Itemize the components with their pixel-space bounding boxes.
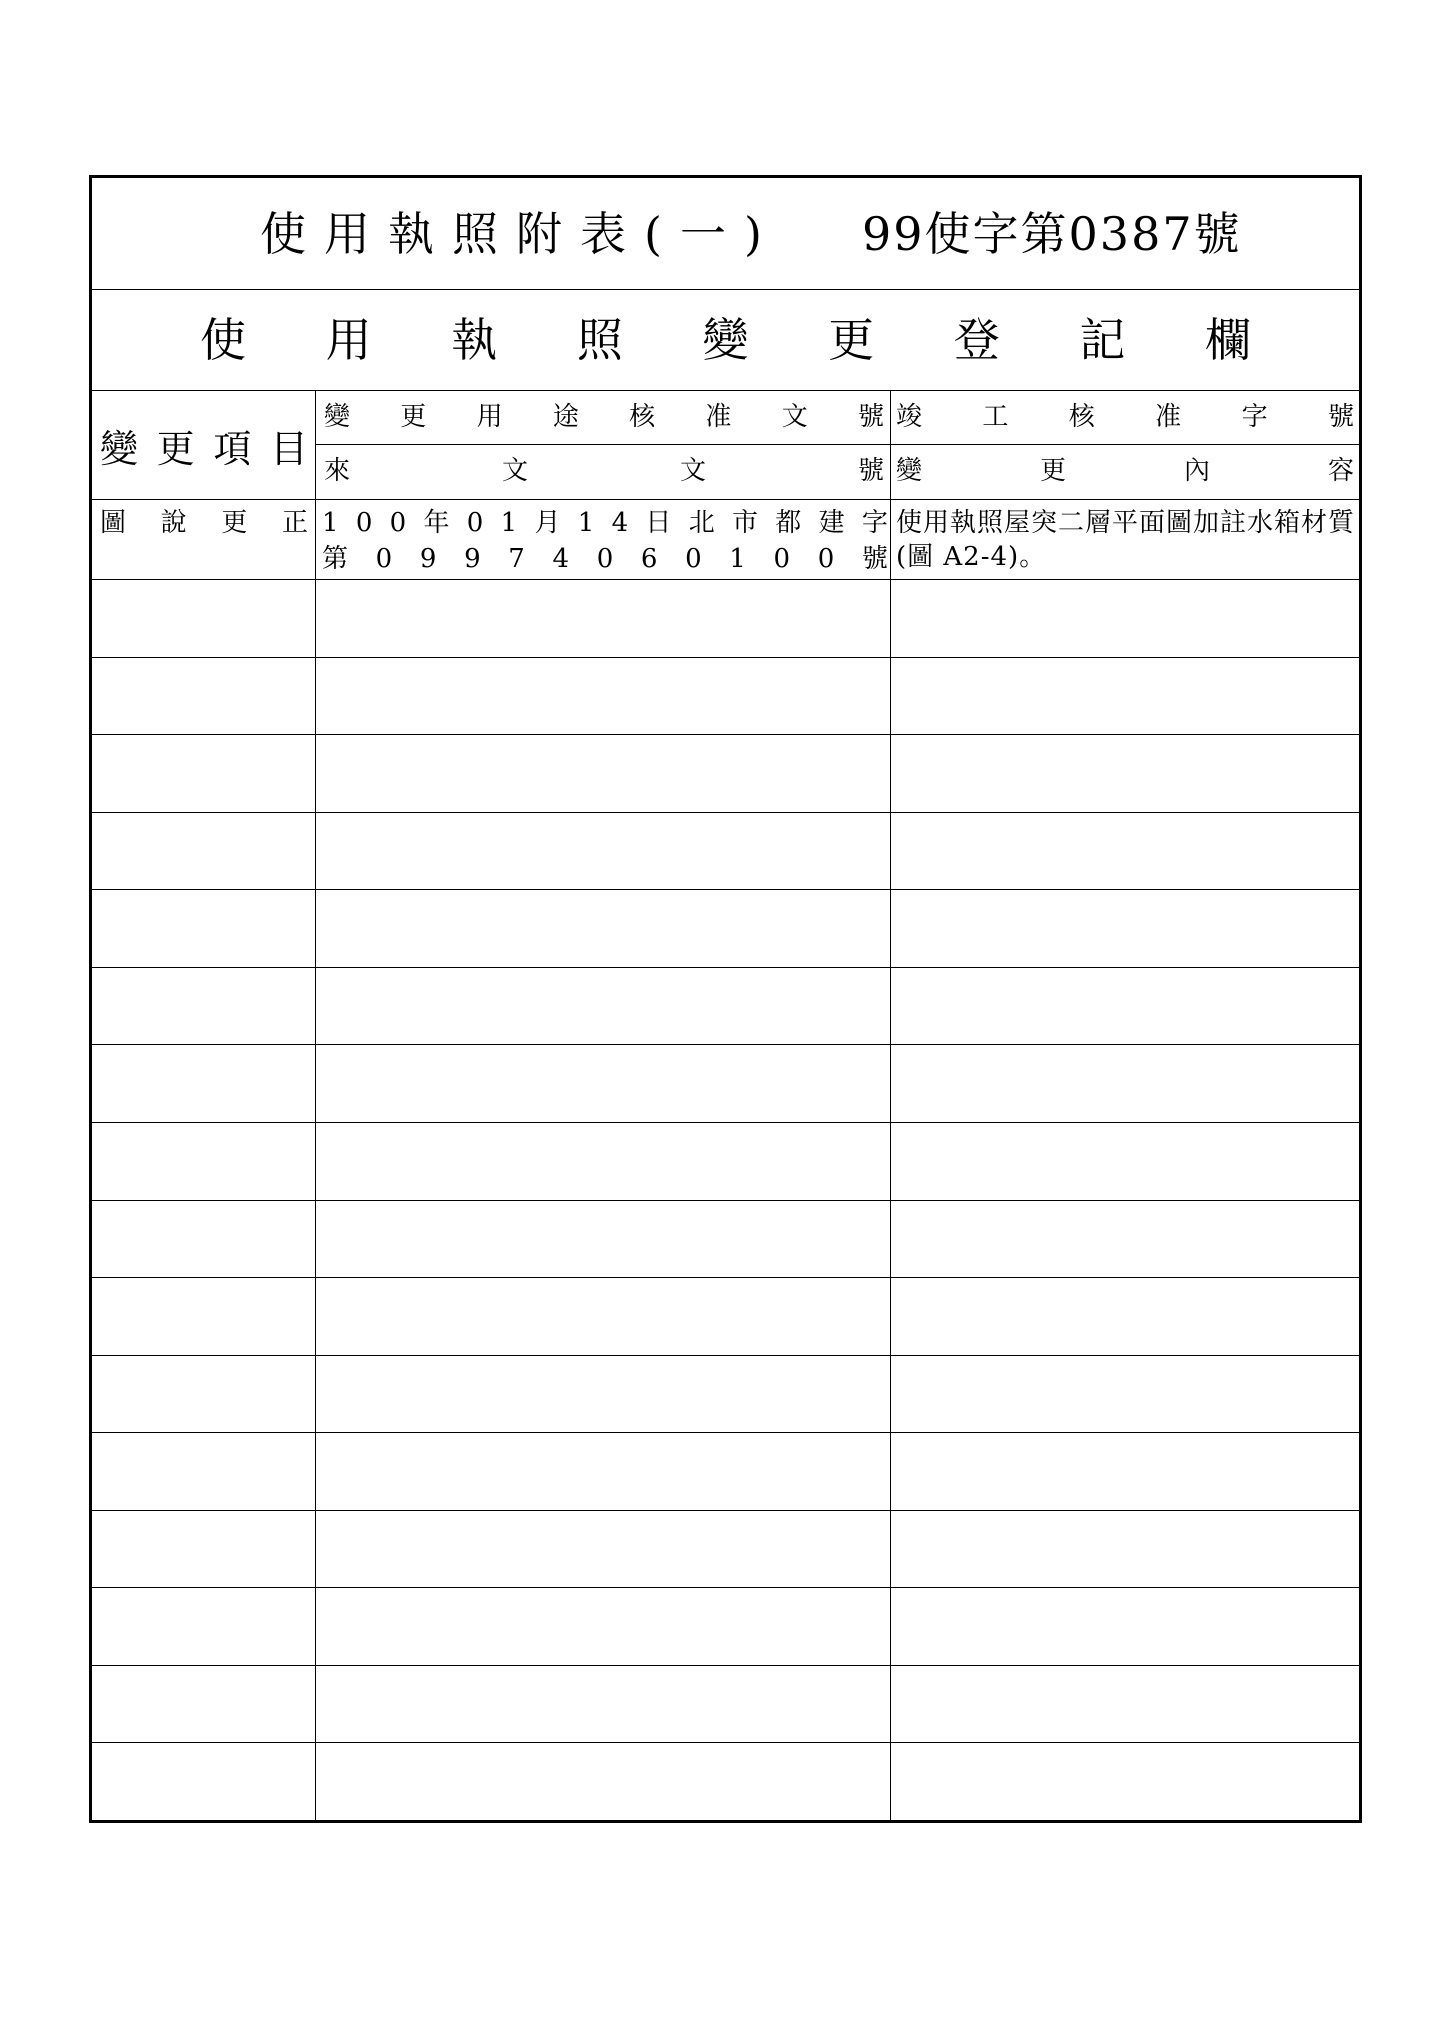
entry-char: 9	[419, 544, 437, 574]
header-char: 竣	[896, 402, 923, 432]
subtitle-char: 執	[451, 313, 498, 367]
header-change-item	[92, 391, 316, 499]
header-char: 准	[705, 402, 732, 432]
row-line	[92, 1200, 1359, 1201]
row-line	[92, 889, 1359, 890]
entry-char: 4	[611, 508, 629, 538]
header-char: 號	[857, 456, 884, 486]
entry-char: 正	[281, 508, 308, 538]
header-char: 變	[100, 426, 139, 471]
entry-char: 7	[508, 544, 525, 574]
header-char: 變	[324, 402, 351, 432]
entry-char: 字	[861, 508, 888, 538]
header-change-content	[896, 446, 1354, 496]
header-char: 核	[629, 402, 656, 432]
entry-char: 0	[817, 544, 835, 574]
form-title	[92, 178, 1359, 290]
entry-char: 建	[818, 508, 845, 538]
subtitle-char: 記	[1079, 313, 1126, 367]
header-completion-approval-no	[896, 394, 1354, 440]
row-line	[92, 1122, 1359, 1123]
header-char: 文	[781, 402, 808, 432]
row-line	[92, 1742, 1359, 1743]
form-subtitle	[92, 290, 1359, 391]
entry-char: 1	[729, 544, 746, 574]
header-char: 工	[982, 402, 1009, 432]
entry-char: 圖	[100, 508, 127, 538]
row-line	[92, 734, 1359, 735]
entry-char: 0	[375, 544, 393, 574]
entry-char: 6	[640, 544, 658, 574]
entry-char: 0	[685, 544, 702, 574]
entry-char: 日	[645, 508, 672, 538]
header-bottom-line	[92, 499, 1359, 500]
entry-char: 0	[466, 508, 484, 538]
subtitle-char: 登	[953, 313, 1000, 367]
column-divider	[890, 391, 891, 1820]
entry-char: 0	[773, 544, 791, 574]
header-char: 更	[1039, 456, 1066, 486]
row-line	[92, 1432, 1359, 1433]
header-char: 號	[857, 402, 884, 432]
entry-char: 1	[322, 508, 339, 538]
entry-char: 號	[861, 544, 888, 574]
row-line	[92, 967, 1359, 968]
entry-char: 4	[552, 544, 570, 574]
subtitle-char: 使	[200, 313, 246, 367]
entry-char: 第	[322, 544, 349, 574]
subtitle-char: 變	[702, 313, 749, 367]
header-char: 更	[156, 426, 195, 471]
permit-number: 99使字第0387號	[862, 207, 1242, 261]
header-char: 准	[1155, 402, 1182, 432]
row-line	[92, 579, 1359, 580]
header-char: 文	[679, 456, 706, 486]
entry-content: 使用執照屋突二層平面圖加註水箱材質(圖 A2-4)。	[896, 508, 1356, 572]
row-line	[92, 812, 1359, 813]
row-line	[92, 1665, 1359, 1666]
subtitle-char: 照	[576, 313, 623, 367]
entry-char: 更	[221, 508, 248, 538]
entry-char: 0	[355, 508, 373, 538]
row-line	[92, 1277, 1359, 1278]
subtitle-char: 用	[325, 313, 372, 367]
entry-char: 年	[423, 508, 450, 538]
header-char: 內	[1183, 456, 1210, 486]
header-char: 用	[476, 402, 503, 432]
column-divider	[315, 391, 316, 1820]
entry-char: 0	[389, 508, 407, 538]
row-line	[92, 1587, 1359, 1588]
header-char: 核	[1068, 402, 1095, 432]
entry-char: 月	[534, 508, 561, 538]
row-line	[92, 1044, 1359, 1045]
form-title-name: 使用執照附表(一)	[260, 207, 780, 261]
row-line	[92, 1355, 1359, 1356]
entry-char: 0	[596, 544, 614, 574]
header-char: 目	[269, 426, 308, 471]
entry-char: 說	[160, 508, 187, 538]
header-char: 變	[896, 456, 923, 486]
entry-item	[100, 506, 308, 542]
header-char: 容	[1327, 456, 1354, 486]
entry-char: 市	[731, 508, 758, 538]
row-line	[92, 1510, 1359, 1511]
permit-change-form	[89, 175, 1362, 1823]
subtitle-text	[200, 290, 1251, 391]
header-char: 項	[213, 426, 252, 471]
entry-char: 都	[775, 508, 802, 538]
header-approval-doc-no	[324, 394, 884, 440]
entry-char: 1	[500, 508, 518, 538]
entry-char: 1	[577, 508, 595, 538]
entry-doc-line1	[322, 506, 888, 542]
header-char: 號	[1327, 402, 1354, 432]
entry-char: 北	[688, 508, 715, 538]
header-char: 更	[400, 402, 427, 432]
header-char: 文	[501, 456, 528, 486]
header-divider	[316, 444, 1362, 445]
header-char: 字	[1241, 402, 1268, 432]
subtitle-char: 更	[828, 313, 875, 367]
header-incoming-doc-no	[324, 446, 884, 496]
row-line	[92, 657, 1359, 658]
entry-char: 9	[464, 544, 481, 574]
subtitle-char: 欄	[1205, 313, 1251, 367]
entry-doc-line2	[322, 542, 888, 578]
header-char: 來	[324, 456, 351, 486]
header-char: 途	[552, 402, 579, 432]
